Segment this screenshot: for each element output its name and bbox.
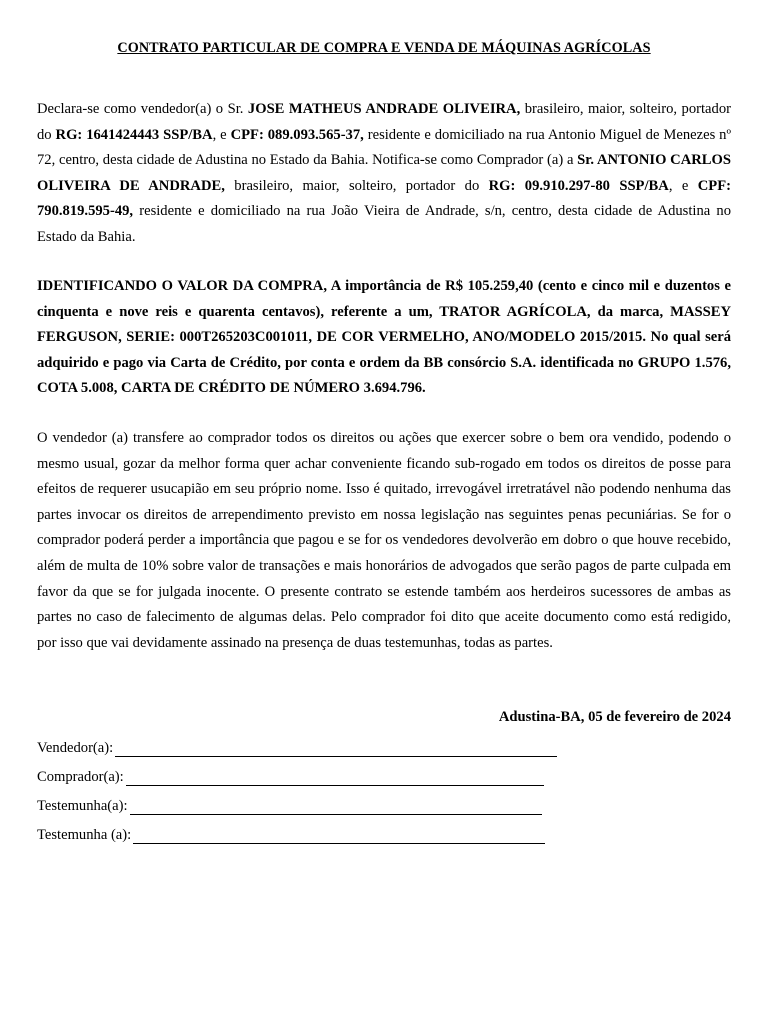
terms-paragraph: O vendedor (a) transfere ao comprador todos os direitos ou ações que exercer sobre o bem ora vendido, podendo o mesmo usual, gozar da melhor forma quer achar conveniente ficando sub-rogado em todos os direitos de posse para efeitos de requerer usucapião em seu próprio nome. Isso é quitado, irrevogável irretratável não podendo nenhuma das partes invocar os direitos de arrependimento previsto em nossa legislação nas seguintes penas pecuniárias. Se for o comprador poderá perder a importância que pagou e se for os vendedores devolverão em dobro o que houve recebido, além de multa de 10% sobre valor de transações e mais honorários de advogados que serão pagos de parte culpada em favor da que se for julgada inocente. O presente contrato se estende também aos herdeiros sucessores de ambas as partes no caso de falecimento de algumas delas. Pelo comprador foi dito que aceite documento como está redigido, por isso que vai devidamente assinado na presença de duas testemunhas, todas as partes. (37, 430, 731, 651)
parties-paragraph-segment: JOSE MATHEUS ANDRADE OLIVEIRA, (247, 101, 521, 117)
seller-signature-label: Vendedor(a): (37, 740, 114, 756)
purchase-value-paragraph (37, 274, 731, 402)
parties-paragraph-segment: brasileiro, maior, solteiro, portador do (37, 101, 731, 143)
parties-paragraph-segment: RG: 1641424443 SSP/BA (55, 126, 213, 143)
parties-paragraph (37, 97, 731, 251)
parties-paragraph-segment: CPF: 790.819.595-49, (37, 177, 731, 220)
witness2-signature-line (37, 827, 545, 844)
parties-paragraph-segment: residente e domiciliado na rua Antonio Miguel de Menezes nº 72, centro, desta cidade de Adustina no Estado da Bahia. Notifica-se como Comprador (a) a (37, 126, 731, 169)
witness1-signature-label: Testemunha(a): (37, 798, 128, 814)
parties-paragraph-segment: residente e domiciliado na rua João Vieira de Andrade, s/n, centro, desta cidade de Adustina no Estado da Bahia. (37, 203, 731, 245)
seller-signature-line (37, 740, 557, 757)
witness2-signature-blank (133, 829, 545, 844)
witness2-signature-label: Testemunha (a): (37, 827, 132, 843)
parties-paragraph-segment: CPF: 089.093.565-37, (230, 126, 364, 143)
buyer-signature-line (37, 769, 544, 786)
parties-paragraph-segment: , e (668, 177, 698, 194)
witness1-signature-blank (130, 800, 542, 815)
parties-paragraph-segment: RG: 09.910.297-80 SSP/BA (488, 177, 669, 194)
parties-paragraph-segment: brasileiro, maior, solteiro, portador do (224, 177, 489, 194)
date-line: Adustina-BA, 05 de fevereiro de 2024 (498, 709, 731, 725)
buyer-signature-label: Comprador(a): (37, 769, 124, 785)
seller-signature-blank (115, 742, 557, 757)
document-title: CONTRATO PARTICULAR DE COMPRA E VENDA DE MÁQUINAS AGRÍCOLAS (117, 40, 651, 56)
parties-paragraph-segment: Sr. ANTONIO CARLOS OLIVEIRA DE ANDRADE, (37, 152, 731, 194)
buyer-signature-blank (126, 771, 544, 786)
purchase-value-text: IDENTIFICANDO O VALOR DA COMPRA, A importância de R$ 105.259,40 (cento e cinco mil e duzentos e cinquenta e nove reis e quarenta centavos), referente a um, TRATOR AGRÍCOLA, da marca, MASSEY FERGUSON, SERIE: 000T265203C001011, DE COR VERMELHO, ANO/MODELO 2015/2015. No qual será adquirido e pago via Carta de Crédito, por conta e ordem da BB consórcio S.A. identificada no GRUPO 1.576, COTA 5.008, CARTA DE CRÉDITO DE NÚMERO 3.694.796. (37, 278, 731, 397)
parties-paragraph-segment: , e (212, 126, 231, 143)
witness1-signature-line (37, 798, 542, 815)
parties-paragraph-segment: Declara-se como vendedor(a) o Sr. (37, 101, 248, 117)
